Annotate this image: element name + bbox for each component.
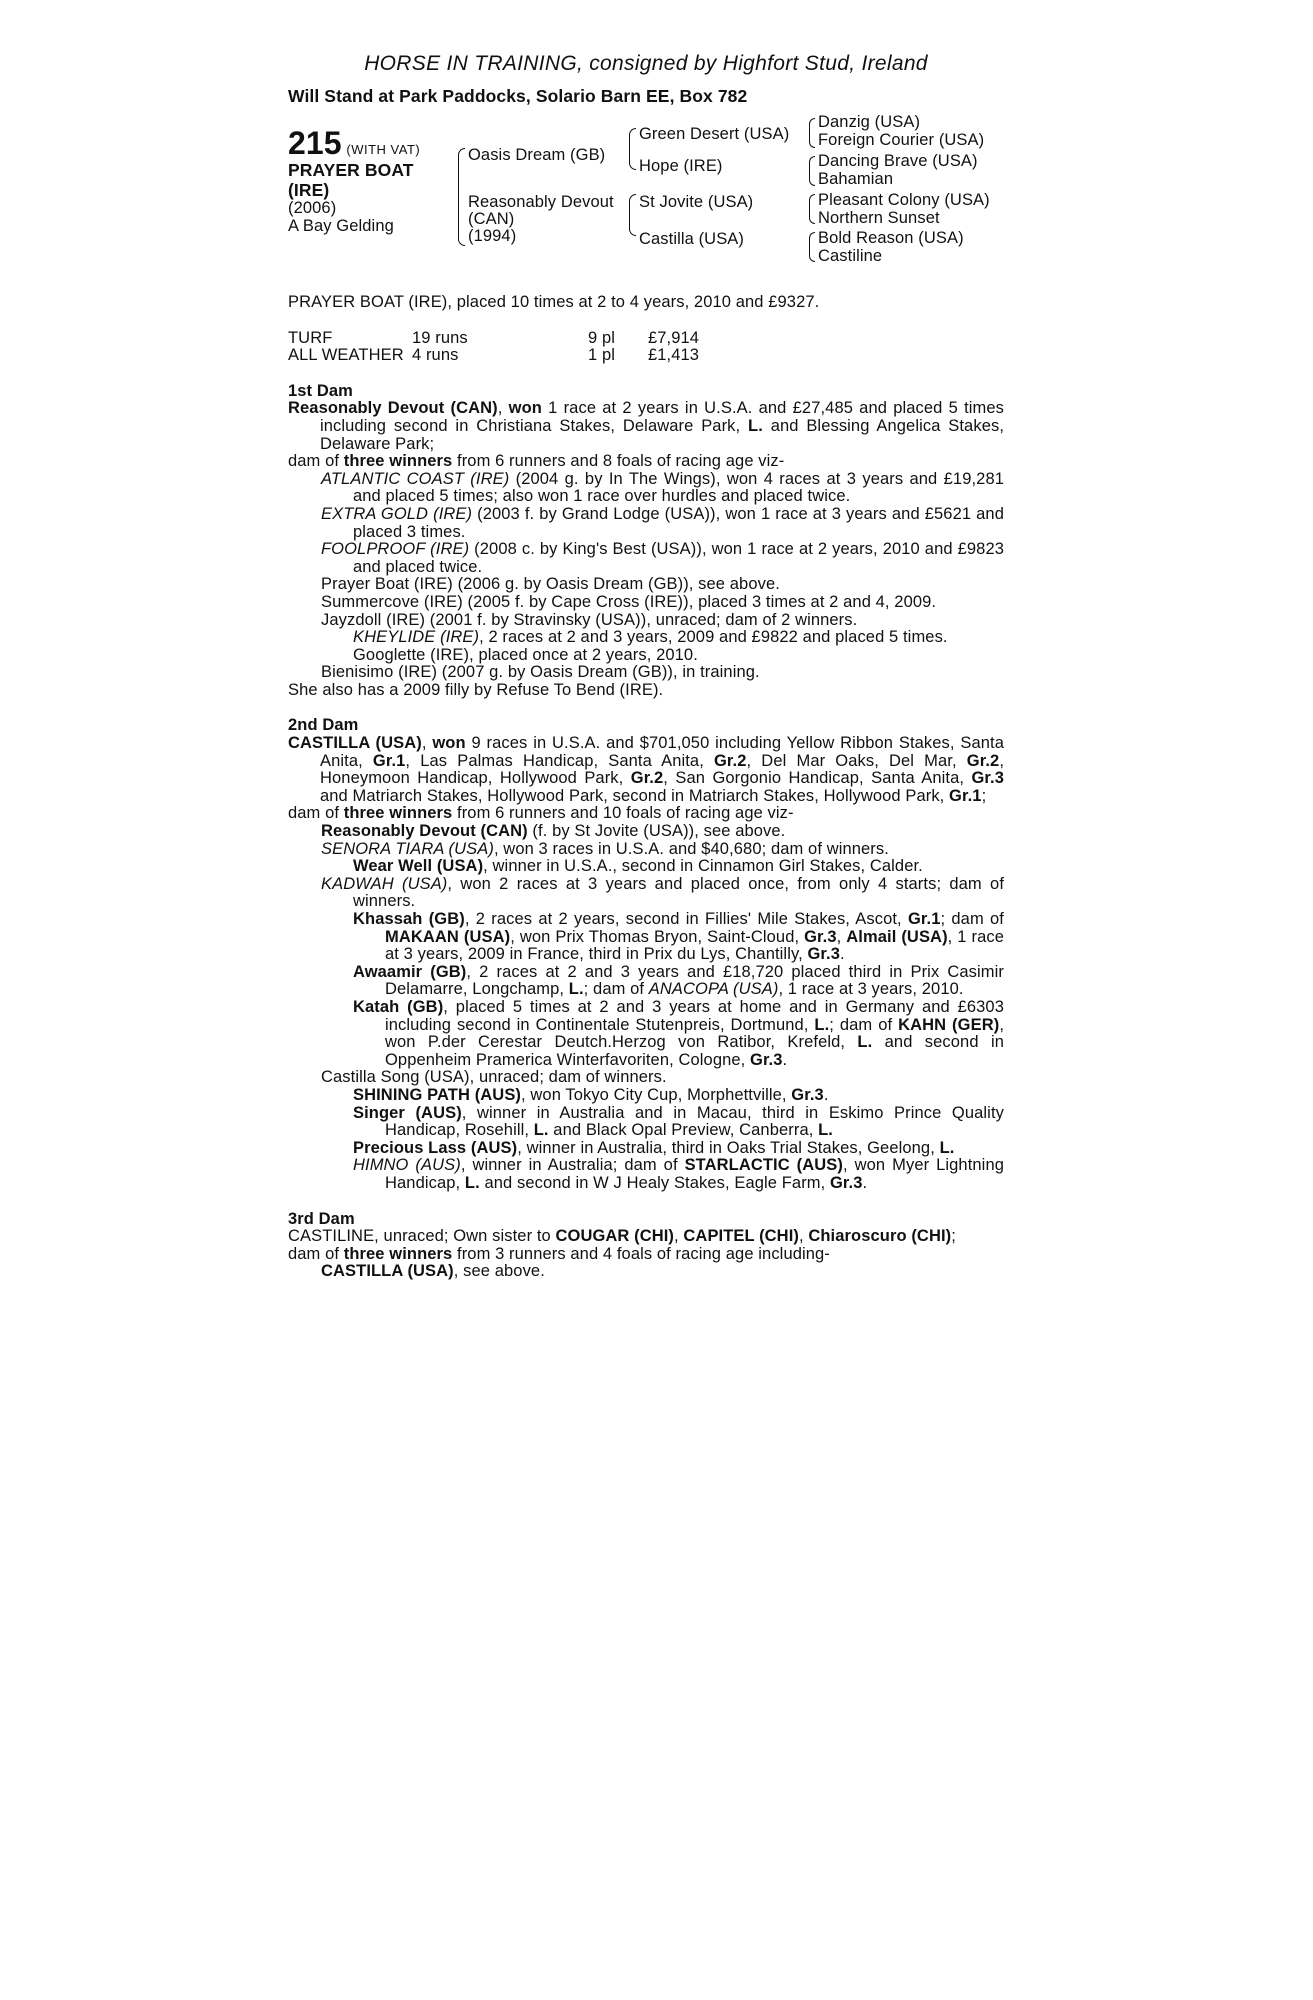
third-dam-intro: CASTILINE, unraced; Own sister to COUGAR (CHI), CAPITEL (CHI), Chiaroscuro (CHI); xyxy=(288,1227,956,1246)
horse-country: (IRE) xyxy=(288,180,330,200)
pedigree-brace xyxy=(809,156,815,186)
page-title: HORSE IN TRAINING, consigned by Highfort Stud, Ireland xyxy=(364,52,928,75)
pedigree-ggd: Bahamian xyxy=(818,170,894,188)
pedigree-brace xyxy=(809,118,815,148)
progeny-entry: HIMNO (AUS), winner in Australia; dam of STARLACTIC (AUS), won Myer Lightning Handicap, L. and second in W J Healy Stakes, Eagle Farm, Gr.3. xyxy=(353,1156,1004,1192)
pedigree-brace xyxy=(458,148,465,246)
lot-number: 215 xyxy=(288,125,342,161)
pedigree-block xyxy=(288,113,1004,276)
pedigree-brace xyxy=(809,232,815,262)
earnings-cell: £1,413 xyxy=(648,346,700,365)
dam-of-line: dam of three winners from 3 runners and 4 foals of racing age including- xyxy=(288,1244,830,1263)
progeny-entry: Singer (AUS), winner in Australia and in Macau, third in Eskimo Prince Quality Handicap, Rosehill, L. and Black Opal Preview, Canberra, L. xyxy=(353,1103,1004,1140)
progeny-entry: Precious Lass (AUS), winner in Australia, third in Oaks Trial Stakes, Geelong, L. xyxy=(353,1138,955,1157)
progeny-entry: Prayer Boat (IRE) (2006 g. by Oasis Dream (GB)), see above. xyxy=(321,575,780,594)
pedigree-ggd: Foreign Courier (USA) xyxy=(818,131,985,149)
dam-of-line: dam of three winners from 6 runners and 8 foals of racing age viz- xyxy=(288,452,785,471)
second-dam-heading: 2nd Dam xyxy=(288,716,359,735)
earnings-cell: £7,914 xyxy=(648,328,700,347)
progeny-entry: Katah (GB), placed 5 times at 2 and 3 years at home and in Germany and £6303 including second in Continentale Stutenpreis, Dortmund, L.; dam of KAHN (GER), won P.der Cerestar Deutch.Herzog von Ratibor, Krefeld, L. and second in Oppenheim Pramerica Winterfavoriten, Cologne, Gr.3. xyxy=(353,997,1004,1069)
dam-of-line: dam of three winners from 6 runners and 10 foals of racing age viz- xyxy=(288,804,794,823)
pedigree-brace xyxy=(809,194,815,224)
first-dam-heading: 1st Dam xyxy=(288,381,353,400)
progeny-entry: Jayzdoll (IRE) (2001 f. by Stravinsky (USA)), unraced; dam of 2 winners. xyxy=(321,610,858,629)
surface-cell: ALL WEATHER xyxy=(288,346,404,365)
progeny-entry: EXTRA GOLD (IRE) (2003 f. by Grand Lodge (USA)), won 1 race at 3 years and £5621 and placed 3 times. xyxy=(321,504,1004,541)
progeny-entry: Khassah (GB), 2 races at 2 years, second in Fillies' Mile Stakes, Ascot, Gr.1; dam of MAKAAN (USA), won Prix Thomas Bryon, Saint-Cloud, Gr.3, Almail (USA), 1 race at 3 years, 2009 in France, third in Prix du Lys, Chantilly, Gr.3. xyxy=(353,910,1005,964)
progeny-entry: FOOLPROOF (IRE) (2008 c. by King's Best (USA)), won 1 race at 2 years, 2010 and £9823 and placed twice. xyxy=(321,540,1004,576)
progeny-entry: SENORA TIARA (USA), won 3 races in U.S.A. and $40,680; dam of winners. xyxy=(321,839,889,858)
stand-location: Will Stand at Park Paddocks, Solario Barn EE, Box 782 xyxy=(288,86,748,106)
lot-details xyxy=(288,126,463,235)
placed-cell: 9 pl xyxy=(588,328,616,347)
pedigree-ggs: Bold Reason (USA) xyxy=(818,229,964,247)
pedigree-brace xyxy=(629,194,636,236)
progeny-entry: CASTILLA (USA), see above. xyxy=(321,1262,545,1281)
progeny-entry: Summercove (IRE) (2005 f. by Cape Cross (IRE)), placed 3 times at 2 and 4, 2009. xyxy=(321,592,937,611)
progeny-entry: Wear Well (USA), winner in U.S.A., second in Cinnamon Girl Stakes, Calder. xyxy=(353,857,923,876)
progeny-entry: Googlette (IRE), placed once at 2 years, 2010. xyxy=(353,645,698,664)
progeny-entry: KHEYLIDE (IRE), 2 races at 2 and 3 years, 2009 and £9822 and placed 5 times. xyxy=(353,628,948,647)
pedigree-sire: Oasis Dream (GB) xyxy=(468,146,606,164)
progeny-entry: KADWAH (USA), won 2 races at 3 years and placed once, from only 4 starts; dam of winners. xyxy=(321,874,1005,911)
pedigree-ggs: Danzig (USA) xyxy=(818,113,921,131)
progeny-entry: Bienisimo (IRE) (2007 g. by Oasis Dream (GB)), in training. xyxy=(321,663,760,682)
runs-cell: 19 runs xyxy=(412,328,468,347)
pedigree-dam: Reasonably Devout xyxy=(468,193,614,211)
pedigree-ggd: Northern Sunset xyxy=(818,209,940,227)
placed-cell: 1 pl xyxy=(588,346,616,365)
progeny-entry: SHINING PATH (AUS), won Tokyo City Cup, Morphettville, Gr.3. xyxy=(353,1085,829,1104)
pedigree-dam-sire: St Jovite (USA) xyxy=(639,193,754,211)
vat-note: (WITH VAT) xyxy=(346,142,421,157)
pedigree-sire-sire: Green Desert (USA) xyxy=(639,125,790,143)
pedigree-dam-dam: Castilla (USA) xyxy=(639,230,745,248)
horse-description: A Bay Gelding xyxy=(288,216,394,235)
listed-label: L. xyxy=(748,416,763,435)
pedigree-ggs: Pleasant Colony (USA) xyxy=(818,191,990,209)
table-row xyxy=(288,347,699,365)
pedigree-ggd: Castiline xyxy=(818,247,883,265)
pedigree-sire-dam: Hope (IRE) xyxy=(639,157,723,175)
second-dam-intro: CASTILLA (USA), won 9 races in U.S.A. and $701,050 including Yellow Ribbon Stakes, Santa Anita, Gr.1, Las Palmas Handicap, Santa Anita, Gr.2, Del Mar Oaks, Del Mar, Gr.2, Honeymoon Handicap, Hollywood Park, Gr.2, San Gorgonio Handicap, Santa Anita, Gr.3 and Matriarch Stakes, Hollywood Park, second in Matriarch Stakes, Hollywood Park, Gr.1; xyxy=(288,734,1004,805)
runs-cell: 4 runs xyxy=(412,346,459,365)
progeny-entry: Castilla Song (USA), unraced; dam of winners. xyxy=(321,1068,667,1087)
pedigree-dam-country: (CAN) xyxy=(468,210,515,228)
third-dam-heading: 3rd Dam xyxy=(288,1209,355,1228)
horse-name: PRAYER BOAT xyxy=(288,160,414,180)
foaling-year: (2006) xyxy=(288,199,337,217)
catalogue-page xyxy=(288,52,1004,1281)
pedigree-ggs: Dancing Brave (USA) xyxy=(818,152,978,170)
pedigree-dam-year: (1994) xyxy=(468,227,517,245)
first-dam-intro: Reasonably Devout (CAN), won 1 race at 2 years in U.S.A. and £27,485 and placed 5 times including second in Christiana Stakes, Delaware Park, L. and Blessing Angelica Stakes, Delaware Park; xyxy=(288,399,1004,453)
dam-note: She also has a 2009 filly by Refuse To Bend (IRE). xyxy=(288,680,664,699)
race-summary: PRAYER BOAT (IRE), placed 10 times at 2 to 4 years, 2010 and £9327. xyxy=(288,293,820,311)
dam-name: Reasonably Devout (CAN) xyxy=(288,399,498,418)
race-record-table xyxy=(288,330,699,365)
progeny-entry: Reasonably Devout (CAN) (f. by St Jovite (USA)), see above. xyxy=(321,822,786,841)
progeny-entry: Awaamir (GB), 2 races at 2 and 3 years and £18,720 placed third in Prix Casimir Delamarre, Longchamp, L.; dam of ANACOPA (USA), 1 race at 3 years, 2010. xyxy=(353,962,1004,999)
surface-cell: TURF xyxy=(288,328,333,347)
table-row xyxy=(288,330,699,348)
won-label: won xyxy=(508,399,542,418)
pedigree-brace xyxy=(629,128,636,170)
progeny-entry: ATLANTIC COAST (IRE) (2004 g. by In The Wings), won 4 races at 3 years and £19,281 and placed 5 times; also won 1 race over hurdles and placed twice. xyxy=(321,469,1004,506)
